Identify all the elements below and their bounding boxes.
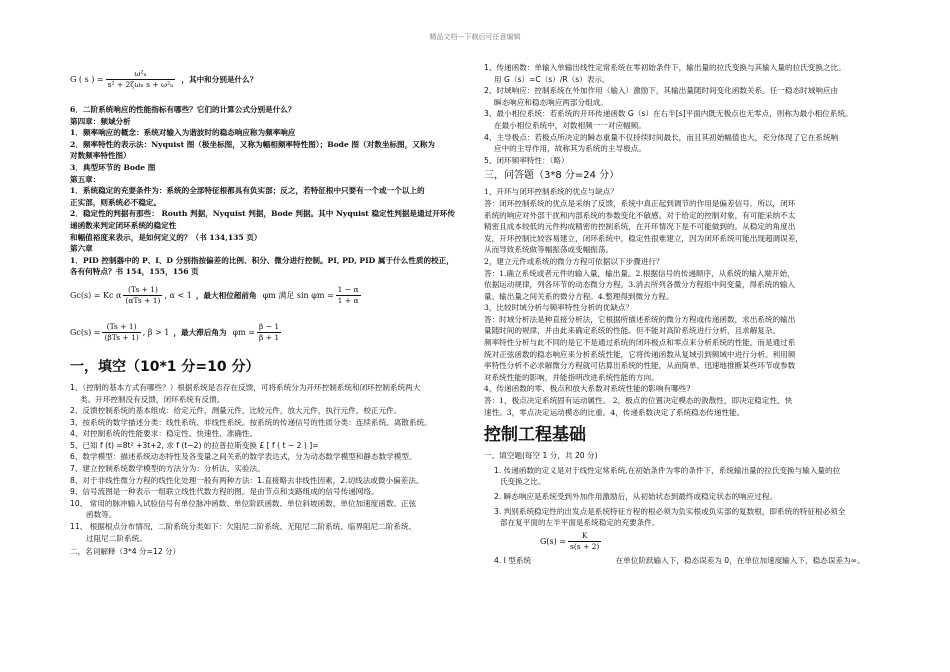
note-line: 3．典型环节的 Bode 图	[70, 162, 156, 172]
qa-line: 速性。3，零点决定运动模态的比重。4，传递系数决定了系统稳态传递性能。	[484, 407, 745, 417]
note-line: 第四章：频域分析	[70, 116, 131, 126]
fill-item: 函数等。	[86, 510, 117, 520]
note-line: 1．频率响应的概念：系统对输入为谐波时的稳态响应称为频率响应	[70, 128, 296, 138]
formula-lhs: Gc(s) =	[70, 328, 101, 338]
fill-item: 10、 常用的脉冲输入试验信号有单位脉冲函数、单位阶跃函数、单位斜坡函数、单位加速度函数、正弦	[70, 498, 417, 508]
qa-line: 量随时间的规律，并由此来确定系统的性能。但不能对高阶系统进行分析，且求解复杂。	[484, 326, 781, 336]
term-item: 瞬态响应和稳态响应两部分组成。	[494, 97, 608, 107]
fill-item: 过阻尼二阶系统。	[86, 533, 147, 543]
qa-line: 4，传递函数的零、极点和放大系数对系统性能的影响有哪些?	[484, 384, 691, 394]
formula-num: K	[568, 531, 601, 542]
note-line: 2．稳定性的判据有那些： Routh 判据，Nyquist 判据，Bode 判据。其中 Nyquist 稳定性判据是通过开环传	[70, 209, 455, 219]
formula-lhs: G(s) =	[540, 537, 566, 547]
basic-item: 部在复平面的左半平面是系统稳定的充要条件。	[500, 518, 660, 528]
formula-type1	[484, 529, 884, 555]
formula-den: β + 1	[258, 333, 280, 343]
formula-lhs: G ( s ) =	[70, 74, 104, 84]
formula-lag	[70, 314, 470, 352]
qa-line: 从而导致系统做等幅振荡或变幅振荡。	[484, 245, 614, 255]
formula-den: (βTs + 1)	[104, 333, 139, 343]
note-line: 1．系统稳定的充要条件为：系统的全部特征根都具有负实部；反之，若特征根中只要有一个或一个以上的	[70, 186, 425, 196]
basic-item: 1. 传递函数的定义是对于线性定常系统,在初始条件为零的条件下，系统输出量的拉氏变换与输入量的拉	[494, 465, 841, 475]
fill-item: 类。开环控制没有反馈，闭环系统有反馈。	[80, 394, 225, 404]
formula-den: s(s + 2)	[569, 542, 600, 552]
basic-item: 2. 瞬态响应是系统受到外加作用激励后，从初始状态到最终或稳定状态的响应过程。	[494, 492, 778, 501]
note-line: 对数频率特性图）	[70, 151, 131, 161]
term-item: 在最小相位系统中，对数相频一一对应幅频。	[494, 120, 646, 130]
basic-fill-list	[484, 465, 884, 529]
basic-item: 氏变换之比。	[500, 477, 546, 487]
formula-phi-fraction	[336, 285, 361, 306]
formula-cond: , β > 1	[142, 328, 170, 338]
left-column	[70, 62, 470, 558]
section-terms-heading: 二，名词解释（3*4 分=12 分）	[70, 547, 181, 557]
note-line: 第五章：	[70, 174, 101, 184]
formula-den: (αTs + 1)	[125, 296, 161, 306]
qa-list	[484, 186, 884, 418]
formula-cond: , α < 1	[164, 291, 192, 301]
formula-note: ，最大相位超前角	[195, 291, 257, 301]
formula-fraction	[123, 285, 162, 306]
note-line: 正实部，则系统必不稳定。	[70, 197, 162, 207]
right-column	[484, 62, 884, 566]
formula-second-order	[70, 62, 470, 96]
formula-den: 1 + α	[337, 296, 359, 306]
qa-line: 2，建立元件或系统的微分方程可依据以下步骤进行？	[484, 256, 664, 266]
formula-note: ，最大滞后角为	[173, 328, 227, 338]
formula-phi: φm =	[232, 328, 255, 338]
fill-item: 8、对于非线性微分方程的线性化处理一般有两种方法：1.直接略去非线性因素，2.切线法或微小偏差法。	[70, 475, 424, 485]
term-item: 1、传递函数：单输入单输出线性定常系统在零初始条件下，输出量的拉氏变换与其输入量的拉氏变换之比。	[484, 63, 846, 72]
formula-phi: φm 满足 sin φm =	[262, 291, 334, 301]
qa-line: 频率特性分析与此不同的是它不是通过系统的闭环极点和零点来分析系统的性能，而是通过系	[484, 338, 796, 348]
section-qa-heading: 三，问答题（3*8 分=24 分）	[484, 170, 620, 182]
qa-line: 率特性分析不必求解微分方程就可估算出系统的性能，从而简单、迅速地推断某些环节或参数	[484, 361, 796, 371]
qa-line: 对系统性能的影响，并能指明改进系统性能的方向。	[484, 372, 659, 382]
formula-lhs: Gc(s) = Kc α	[70, 291, 122, 301]
term-item: 2、时域响应：控制系统在外加作用（输入）激励下，其输出量随时间变化函数关系。任一稳态时域响应由	[484, 86, 839, 96]
fill-item: 4、对控制系统的性能要求：稳定性、快速性、准确性。	[70, 429, 258, 439]
formula-num: β − 1	[258, 322, 280, 332]
qa-line: 发，开环控制比较容易建立，闭环系统中，稳定性很难建立，因为闭环系统可能出现超调误差，	[484, 233, 803, 243]
formula-fraction	[102, 322, 140, 343]
term-item: 3、最小相位系统：若系统的开环传递函数 G（s）在右半[s]平面内既无极点也无零点，则称为最小相位系统。	[484, 109, 853, 119]
section-fill-heading: 一，填空（10*1 分=10 分）	[70, 358, 260, 375]
watermark: 精品文档---下载后可任意编辑	[429, 33, 521, 41]
formula-num: ω²ₙ	[106, 69, 176, 80]
chapter-notes	[70, 104, 470, 278]
formula-fraction	[106, 69, 176, 90]
note-line: 1．PID 控制器中的 P、I、D 分别指按偏差的比例、积分、微分进行控制。PI, PD, PID 属于什么性质的校正，	[70, 255, 454, 265]
fill-subheading: 一、填空题(每空 1 分，共 20 分)	[484, 451, 598, 461]
formula-phi-fraction	[257, 322, 281, 343]
doc-title: 控制工程基础	[484, 425, 586, 446]
qa-line: 答：时域分析法是种直接分析法，它根据所描述系统的微分方程或传递函数，求出系统的输出	[484, 314, 796, 324]
formula-num: 1 − α	[337, 285, 359, 295]
qa-line: 答：1.确立系统或者元件的输入量，输出量。2.根据信号的传递顺序，从系统的输入端开始，	[484, 268, 795, 278]
fill-item: 11、 根据根点分布情况，二阶系统分类如下：欠阻尼二阶系统、无阻尼二阶系统、临界阻尼二阶系统、	[70, 522, 417, 532]
qa-line: 答：1，极点决定系统固有运动属性。 2，极点的位置决定模态的敛散性，即决定稳定性、快	[484, 396, 793, 406]
fill-item: 1、（控制的基本方式有哪些？）根据系统是否存在反馈，可将系统分为开环控制系统和闭环控制系统两大	[70, 382, 421, 392]
fill-item: 5、已知 f (t) =8t² +3t+2, 求 f (t−2) 的拉普拉斯变换 £ [ f ( t − 2 ) ]=	[70, 440, 319, 450]
note-line: 2．频率特性的表示法：Nyquist 图（极坐标图，又称为幅相频率特性图）；Bode 图（对数坐标图，又称为	[70, 139, 435, 149]
qa-line: 系统的响应对外部干扰和内部系统的参数变化不敏感。对于给定的控制对象，有可能采纳不太	[484, 210, 796, 220]
fill-item: 9、信号流图是一种表示一组联立线性代数方程的图。是由节点和支路组成的信号传递网络。	[70, 487, 379, 497]
note-line: 第六章	[70, 244, 93, 254]
fill-item: 3、按系统的数学描述分类：线性系统、非线性系统。按系统的传递信号的性质分类：连续系统、离散系统。	[70, 417, 432, 427]
qa-line: 统对正弦函数的稳态响应来分析系统性能，它将传递函数从复域引到频域中进行分析。利用频	[484, 349, 796, 359]
term-item: 5、闭环频率特性：（略）	[484, 155, 569, 165]
fill-item: 2、反馈控制系统的基本组成：给定元件，测量元件，比较元件，放大元件，执行元件，校正元件。	[70, 406, 402, 416]
qa-line: 1，开环与闭环控制系统的优点与缺点？	[484, 187, 618, 197]
fill-item: 7、建立控制系统数学模型的方法分为：分析法、实验法。	[70, 464, 265, 474]
qa-line: 精密且成本较低的元件构成精密的控制系统，在开环情况下是不可能做到的。从稳定的角度出	[484, 222, 796, 232]
qa-line: 依据运动规律，列各环节的动态微分方程。3.消去所列各微分方程组中间变量，得系统的输入	[484, 280, 795, 290]
term-item: 4、主导极点：若极点所决定的瞬态重量不仅持续时间最长，而且其初始幅值也大，充分体现了它在系统响	[484, 132, 839, 142]
qa-line: 量、输出量之间关系的微分方程。4.整理得到微分方程。	[484, 291, 674, 301]
fill-item: 6、数学模型：描述系统动态特性及各变量之间关系的数学表达式，分为动态数学模型和静态数学模型。	[70, 452, 417, 462]
formula-lead	[70, 278, 470, 314]
terms-list	[484, 62, 884, 166]
formula-tail: ，其中和分别是什么？	[181, 74, 258, 84]
basic-item-last: 4. I 型系统 在单位阶跃输入下，稳态误差为 0，在单位加速度输入下，稳态误差为∞。	[494, 555, 865, 565]
qa-line: 答：闭环控制系统的优点是采纳了反馈，系统中真正起到调节的作用是偏差信号。所以，闭环	[484, 198, 796, 208]
term-item: 应中的主导作用，故称其为系统的主导极点。	[494, 144, 646, 154]
term-item: 用 G（s）=C（s）/R（s）表示。	[494, 74, 610, 84]
basic-item: 3. 判别系统稳定性的出发点是系统特征方程的根必须为负实根或负实部的复数根，即系统的特征根必须全	[494, 506, 846, 516]
formula-den: s² + 2ζωₙ s + ω²ₙ	[107, 79, 174, 89]
note-line: 和幅值裕度来表示，是如何定义的？（书 134,135 页）	[70, 232, 262, 242]
fill-list	[70, 382, 470, 544]
formula-fraction	[568, 531, 601, 552]
note-line: 6．二阶系统响应的性能指标有哪些？它们的计算公式分别是什么？	[70, 105, 296, 114]
qa-line: 3，比较时域分析与频率特性分析的优缺点？	[484, 303, 634, 313]
formula-num: (Ts + 1)	[102, 322, 140, 333]
note-line: 各有何特点？书 154，155，156 页	[70, 267, 199, 277]
note-line: 递函数来判定闭环系统的稳定性	[70, 220, 177, 230]
formula-num: (Ts + 1)	[123, 285, 162, 296]
